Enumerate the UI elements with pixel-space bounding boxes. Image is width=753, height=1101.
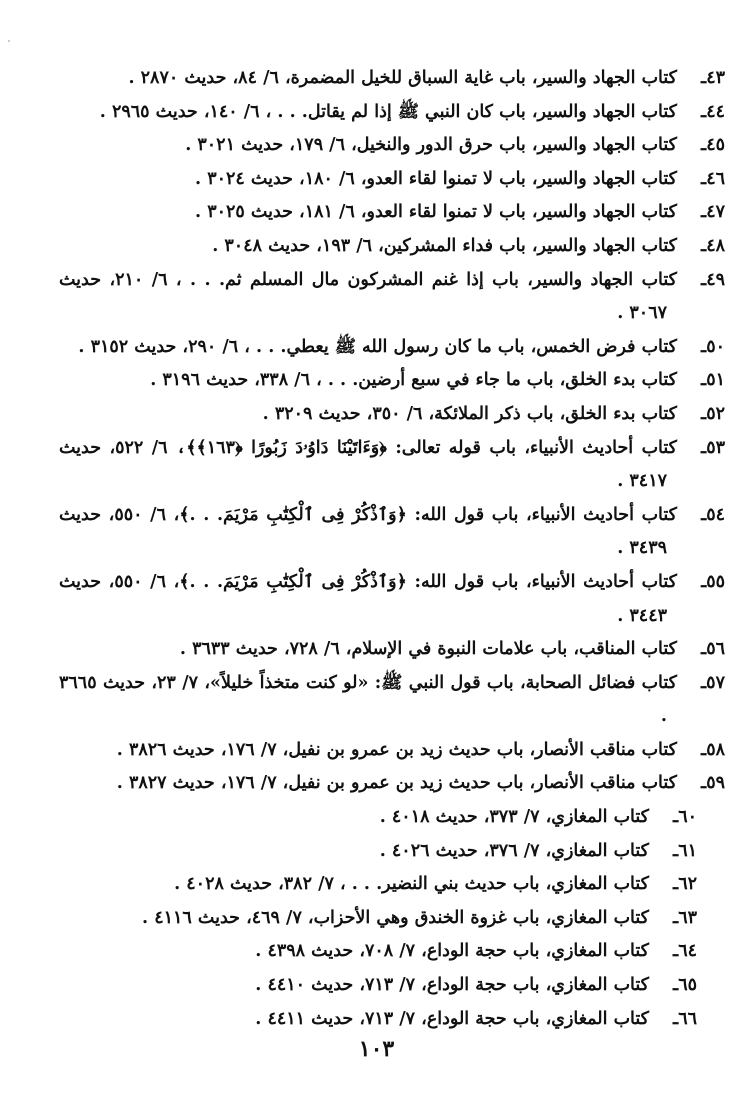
footnote-46: [59, 163, 725, 197]
footnote-text: كتاب الجهاد والسير، باب لا تمنوا لقاء العدو، ٦/ ١٨١، حديث ٣٠٢٥ .: [195, 202, 677, 223]
footnote-text: كتاب المغازي، ٧/ ٣٧٦، حديث ٤٠٢٦ .: [379, 840, 649, 861]
footnote-65: [59, 969, 697, 1003]
footnote-54: [59, 499, 725, 566]
footnote-number: ٤٨ـ: [701, 235, 725, 256]
footnote-52: [59, 398, 725, 432]
footnote-number: ٦٥ـ: [673, 975, 697, 996]
footnote-number: ٦٤ـ: [673, 941, 697, 962]
footnote-text: كتاب المغازي، باب حجة الوداع، ٧/ ٧١٣، حديث ٤٤١٠ .: [255, 975, 649, 996]
footnote-number: ٥٤ـ: [701, 504, 726, 525]
footnote-number: ٥٦ـ: [701, 639, 725, 660]
footnote-text: كتاب أحاديث الأنبياء، باب قول الله: ﴿وَٱذْكُرْ فِى ٱلْكِتَٰبِ مَرْيَمَ. . .﴾، ٦/ ٥٥٠، حديث ٣٤٤٣ .: [59, 571, 678, 626]
footnote-text: كتاب الجهاد والسير، باب غاية السباق للخيل المضمرة، ٦/ ٨٤، حديث ٢٨٧٠ .: [128, 68, 677, 88]
footnote-number: ٥٨ـ: [701, 739, 725, 760]
footnote-text: كتاب مناقب الأنصار، باب حديث زيد بن عمرو بن نفيل، ٧/ ١٧٦، حديث ٣٨٢٦ .: [116, 739, 677, 760]
footnote-48: [59, 230, 725, 264]
footnote-text: كتاب المغازي، باب حجة الوداع، ٧/ ٧٠٨، حديث ٤٣٩٨ .: [255, 941, 649, 962]
scan-speck: [8, 40, 10, 42]
footnote-64: [59, 935, 697, 969]
footnote-text: كتاب الجهاد والسير، باب حرق الدور والنخيل، ٦/ ١٧٩، حديث ٣٠٢١ .: [185, 135, 677, 156]
footnote-number: ٦١ـ: [673, 840, 697, 861]
footnote-number: ٥٧ـ: [701, 672, 725, 693]
footnote-number: ٤٩ـ: [701, 269, 725, 290]
footnote-number: ٤٥ـ: [701, 135, 725, 156]
footnote-43: [59, 62, 725, 96]
footnote-text: كتاب فضائل الصحابة، باب قول النبي ﷺ: «لو كنت متخذاً خليلاً»، ٧/ ٢٣، حديث ٣٦٦٥ .: [59, 672, 677, 727]
footnote-51: [59, 364, 725, 398]
footnote-59: [59, 767, 725, 801]
footnote-57: [59, 667, 725, 734]
footnote-text: كتاب الجهاد والسير، باب إذا غنم المشركون مال المسلم ثم. . . ، ٦/ ٢١٠، حديث ٣٠٦٧ .: [59, 269, 677, 324]
footnote-text: كتاب أحاديث الأنبياء، باب قول الله: ﴿وَٱذْكُرْ فِى ٱلْكِتَٰبِ مَرْيَمَ. . .﴾، ٦/ ٥٥٠، حديث ٣٤٣٩ .: [59, 504, 678, 559]
footnote-50: [59, 331, 725, 365]
footnote-44: [59, 96, 725, 130]
footnote-number: ٤٧ـ: [701, 202, 725, 223]
footnote-text: كتاب أحاديث الأنبياء، باب قوله تعالى: ﴿وَءَاتَيْنَا دَاوُۥدَ زَبُورًا ﴿١٦٣﴾﴾، ٦/ ٥٢٢، حديث ٣٤١٧ .: [59, 437, 677, 492]
footnote-45: [59, 129, 725, 163]
footnote-number: ٥٩ـ: [701, 773, 725, 794]
footnote-number: ٦٦ـ: [673, 1008, 697, 1029]
page-number: ١٠٣: [358, 1036, 395, 1062]
footnote-number: ٥٠ـ: [701, 336, 725, 357]
footnote-text: كتاب المغازي، باب حديث بني النضير. . . ، ٧/ ٣٨٢، حديث ٤٠٢٨ .: [174, 874, 649, 895]
footnote-49: [59, 264, 725, 331]
footnote-number: ٤٤ـ: [701, 101, 725, 122]
footnote-60: [59, 801, 697, 835]
footnote-text: كتاب فرض الخمس، باب ما كان رسول الله ﷺ يعطي. . . ، ٦/ ٢٩٠، حديث ٣١٥٢ .: [78, 336, 677, 357]
footnote-text: كتاب الجهاد والسير، باب لا تمنوا لقاء العدو، ٦/ ١٨٠، حديث ٣٠٢٤ .: [195, 168, 677, 189]
footnote-58: [59, 734, 725, 768]
footnote-text: كتاب بدء الخلق، باب ما جاء في سبع أرضين. . . ، ٦/ ٣٣٨، حديث ٣١٩٦ .: [150, 370, 677, 391]
footnote-66: [59, 1003, 697, 1037]
footnote-number: ٦٣ـ: [673, 907, 697, 928]
footnote-number: ٦٠ـ: [673, 807, 697, 828]
footnote-number: ٦٢ـ: [673, 874, 697, 895]
footnote-number: ٥٣ـ: [701, 437, 725, 458]
footnote-text: كتاب الجهاد والسير، باب كان النبي ﷺ إذا لم يقاتل. . . ، ٦/ ١٤٠، حديث ٢٩٦٥ .: [99, 101, 677, 122]
footnote-number: ٥٥ـ: [701, 571, 726, 592]
footnote-63: [59, 902, 697, 936]
footnote-list: [59, 62, 725, 1036]
footnote-56: [59, 633, 725, 667]
footnote-text: كتاب المغازي، ٧/ ٣٧٣، حديث ٤٠١٨ .: [379, 807, 649, 828]
footnote-53: [59, 432, 725, 499]
footnote-62: [59, 868, 697, 902]
footnote-61: [59, 835, 697, 869]
footnote-text: كتاب الجهاد والسير، باب فداء المشركين، ٦/ ١٩٣، حديث ٣٠٤٨ .: [212, 235, 677, 256]
footnote-55: [59, 566, 725, 633]
footnote-text: كتاب المغازي، باب غزوة الخندق وهي الأحزاب، ٧/ ٤٦٩، حديث ٤١١٦ .: [142, 907, 649, 928]
footnote-text: كتاب بدء الخلق، باب ذكر الملائكة، ٦/ ٣٥٠، حديث ٣٢٠٩ .: [262, 403, 677, 424]
footnote-text: كتاب مناقب الأنصار، باب حديث زيد بن عمرو بن نفيل، ٧/ ١٧٦، حديث ٣٨٢٧ .: [116, 773, 677, 794]
footnote-number: ٤٣ـ: [701, 68, 725, 88]
footnote-number: ٤٦ـ: [701, 168, 725, 189]
footnote-47: [59, 196, 725, 230]
footnote-number: ٥١ـ: [701, 370, 725, 391]
footnote-text: كتاب المناقب، باب علامات النبوة في الإسلام، ٦/ ٧٢٨، حديث ٣٦٣٣ .: [179, 639, 677, 660]
footnote-number: ٥٢ـ: [701, 403, 725, 424]
footnote-text: كتاب المغازي، باب حجة الوداع، ٧/ ٧١٣، حديث ٤٤١١ .: [255, 1008, 649, 1029]
